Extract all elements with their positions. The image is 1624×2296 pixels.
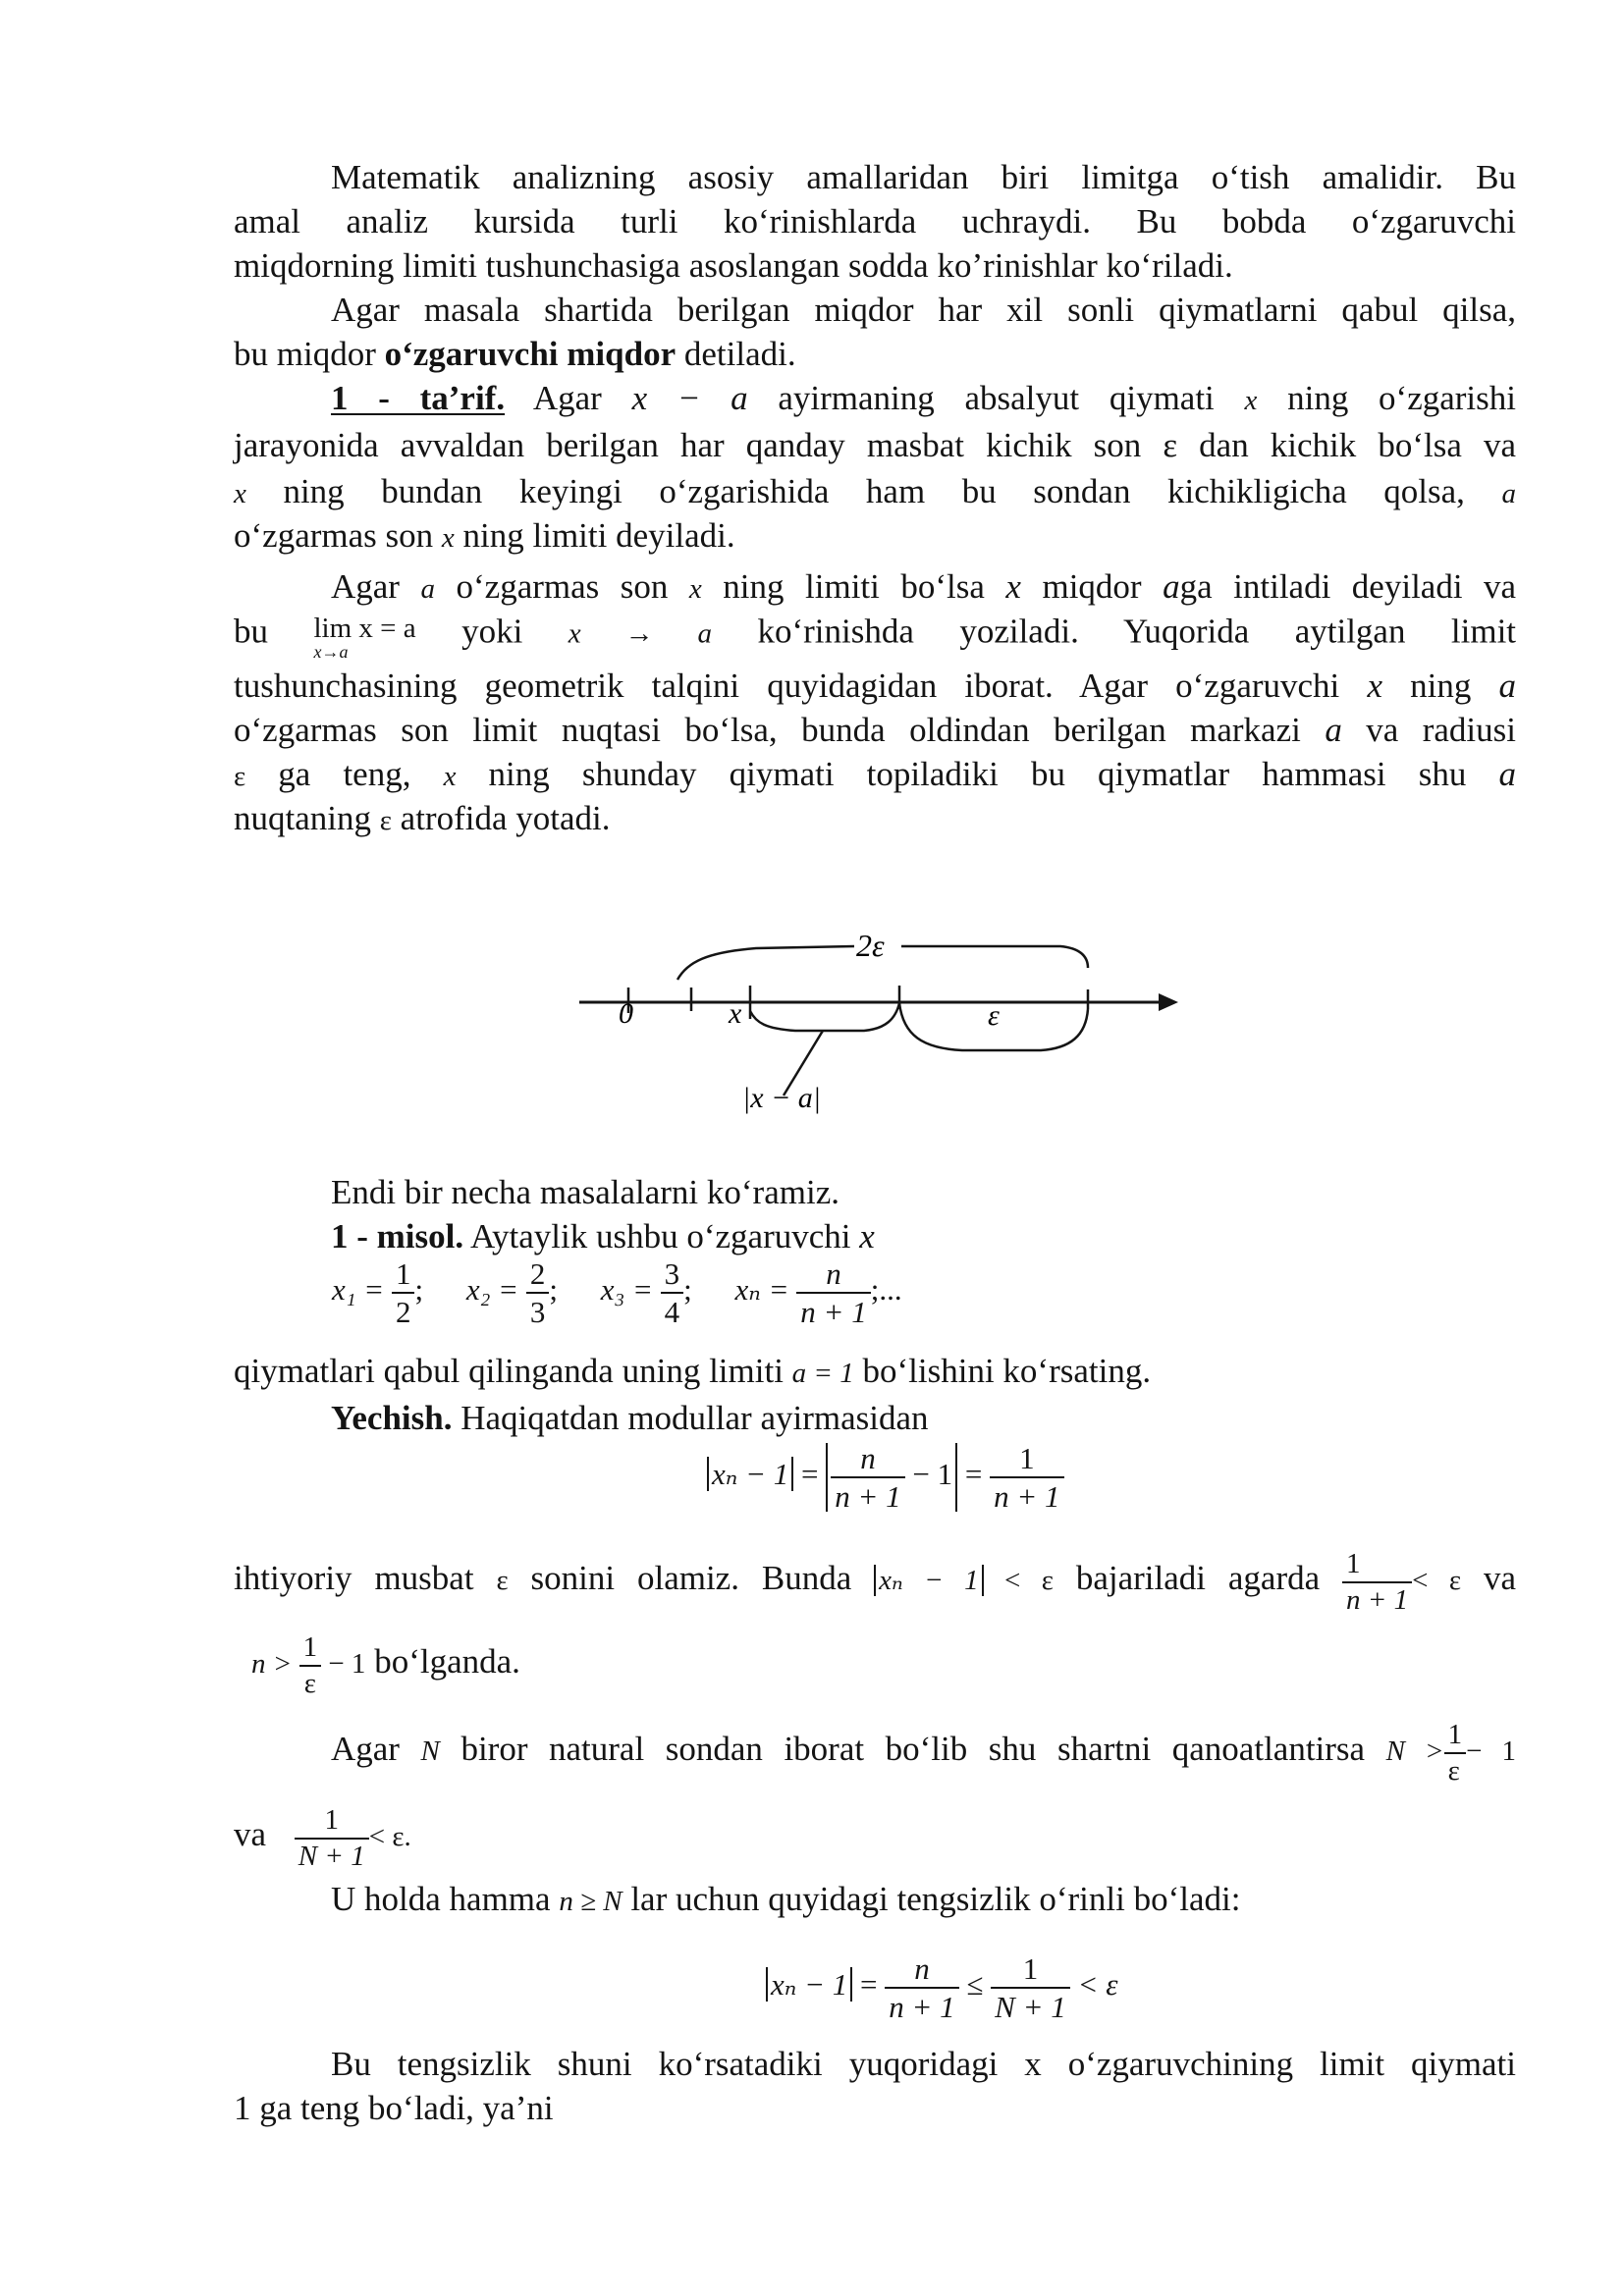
- limit-line-3: tushunchasining geometrik talqini quyidagidan iborat. Agar o‘zgaruvchi x ning a: [234, 667, 1517, 705]
- definition-line-4: o‘zgarmas son x ning limiti deyiladi.: [234, 516, 735, 555]
- limit-line-5: ε ga teng, x ning shunday qiymati topiladiki bu qiymatlar hammasi shu a: [234, 755, 1516, 793]
- sequence-definition: [332, 1258, 902, 1347]
- intro-line-2: amal analiz kursida turli ko‘rinishlarda uchraydi. Bu bobda o‘zgaruvchi: [234, 202, 1516, 240]
- term-variable-quantity: o‘zgaruvchi miqdor: [384, 335, 677, 373]
- seq-term-3: x₃ = $\frac{3}{4}$ ;: [600, 1256, 692, 1329]
- conclusion-line-2: 1 ga teng bo‘ladi, ya’ni: [234, 2089, 554, 2127]
- variable-line-1: Agar masala shartida berilgan miqdor har xil sonli qiymatlarni qabul qilsa,: [331, 291, 1516, 329]
- variable-paragraph: [234, 288, 1516, 376]
- solution-paragraph: [234, 1539, 1516, 1921]
- limit-line-2: bu lim x = a x→a yoki x → a ko‘rinishda yoziladi. Yuqorida aytilgan limit: [234, 609, 1516, 664]
- example-label: 1 - misol.: [331, 1217, 464, 1255]
- solution-line-6: U holda hamma n ≥ N lar uchun quyidagi tengsizlik o‘rinli bo‘ladi:: [331, 1880, 1241, 1918]
- seq-term-2: x₂ = $\frac{2}{3}$ ;: [465, 1256, 558, 1329]
- limit-notation: lim x = a x→a: [313, 613, 416, 662]
- epsilon-neighbourhood-diagram: [569, 903, 1198, 1139]
- solution-line-2: ihtiyoriy musbat ε sonini olamiz. Bunda xₙ − 1 < ε bajariladi agarda $\frac{1}{n + 1}$ < ε va: [234, 1548, 1516, 1617]
- intro-paragraph: [234, 155, 1516, 288]
- label-2eps: 2ε: [856, 928, 885, 963]
- example-intro: Endi bir necha masalalarni ko‘ramiz.: [331, 1173, 839, 1211]
- limit-line-4: o‘zgarmas son limit nuqtasi bo‘lsa, bunda oldindan berilgan markazi a va radiusi: [234, 711, 1517, 749]
- solution-label: Yechish.: [331, 1399, 453, 1437]
- label-zero: 0: [619, 997, 633, 1030]
- limit-line-1: Agar a o‘zgarmas son x ning limiti bo‘lsa x miqdor aga intiladi deyiladi va: [331, 567, 1517, 606]
- definition-line-1: 1 - ta’rif. Agar x − a ayirmaning absalyut qiymati x ning o‘zgarishi: [331, 379, 1516, 417]
- seq-term-1: x₁ = $\frac{1}{2}$ ;: [332, 1256, 424, 1329]
- solution-line-1: Yechish. Haqiqatdan modullar ayirmasidan: [331, 1399, 929, 1437]
- brace-2eps-right: [901, 946, 1088, 968]
- variable-line-2: bu miqdor o‘zgaruvchi miqdor detiladi.: [234, 335, 796, 373]
- conclusion-paragraph: [234, 2042, 1516, 2130]
- definition-1: [234, 375, 1516, 558]
- brace-x-a: [750, 1003, 899, 1031]
- definition-line-3: x ning bundan keyingi o‘zgarishida ham bu sondan kichikligicha qolsa, a: [234, 472, 1516, 510]
- definition-line-2: jarayonida avvaldan berilgan har qanday masbat kichik son ε dan kichik bo‘lsa va: [234, 426, 1516, 464]
- equation-2: xₙ − 1 = $\frac{n}{n + 1}$ ≤ $\frac{1}{N + 1}$ < ε: [766, 1953, 1117, 2032]
- definition-label: 1 - ta’rif.: [331, 379, 506, 417]
- solution-line-5: va $\frac{1}{N + 1}$ < ε.: [234, 1804, 411, 1873]
- intro-line-3: miqdorning limiti tushunchasiga asoslangan sodda ko’rinishlar ko‘riladi.: [234, 246, 1233, 285]
- example-line-4: qiymatlari qabul qilinganda uning limiti a = 1 bo‘lishini ko‘rsating.: [234, 1352, 1152, 1390]
- label-abs-x-a: |x − a|: [742, 1082, 822, 1114]
- solution-heading: [234, 1396, 1516, 1440]
- limit-line-6: nuqtaning ε atrofida yotadi.: [234, 799, 611, 837]
- solution-line-4: Agar N biror natural sondan iborat bo‘lib shu shartni qanoatlantirsa N > $\frac{1}{\varepsilon}$ − 1: [331, 1719, 1517, 1788]
- label-x: x: [729, 997, 742, 1030]
- equation-1: xₙ − 1 = $\frac{n}{n + 1}$ − 1 = $\frac{1}{n + 1}$: [707, 1443, 1064, 1531]
- label-eps: ε: [988, 999, 1000, 1032]
- solution-line-3: n > $\frac{1}{\varepsilon}$ − 1 bo‘lganda.: [251, 1631, 520, 1700]
- intro-line-1: Matematik analizning asosiy amallaridan biri limitga o‘tish amalidir. Bu: [331, 158, 1516, 196]
- brace-2eps-left: [677, 946, 854, 980]
- limit-paragraph: [234, 564, 1516, 840]
- axis-arrow-icon: [1159, 993, 1178, 1011]
- example-1: [234, 1170, 1516, 1258]
- seq-term-n: xₙ = $\frac{n}{n + 1}$ ;...: [734, 1256, 902, 1329]
- example-line-2: 1 - misol. Aytaylik ushbu o‘zgaruvchi x: [331, 1217, 875, 1255]
- example-statement: [234, 1349, 1516, 1393]
- conclusion-line-1: Bu tengsizlik shuni ko‘rsatadiki yuqoridagi x o‘zgaruvchining limit qiymati: [331, 2045, 1516, 2083]
